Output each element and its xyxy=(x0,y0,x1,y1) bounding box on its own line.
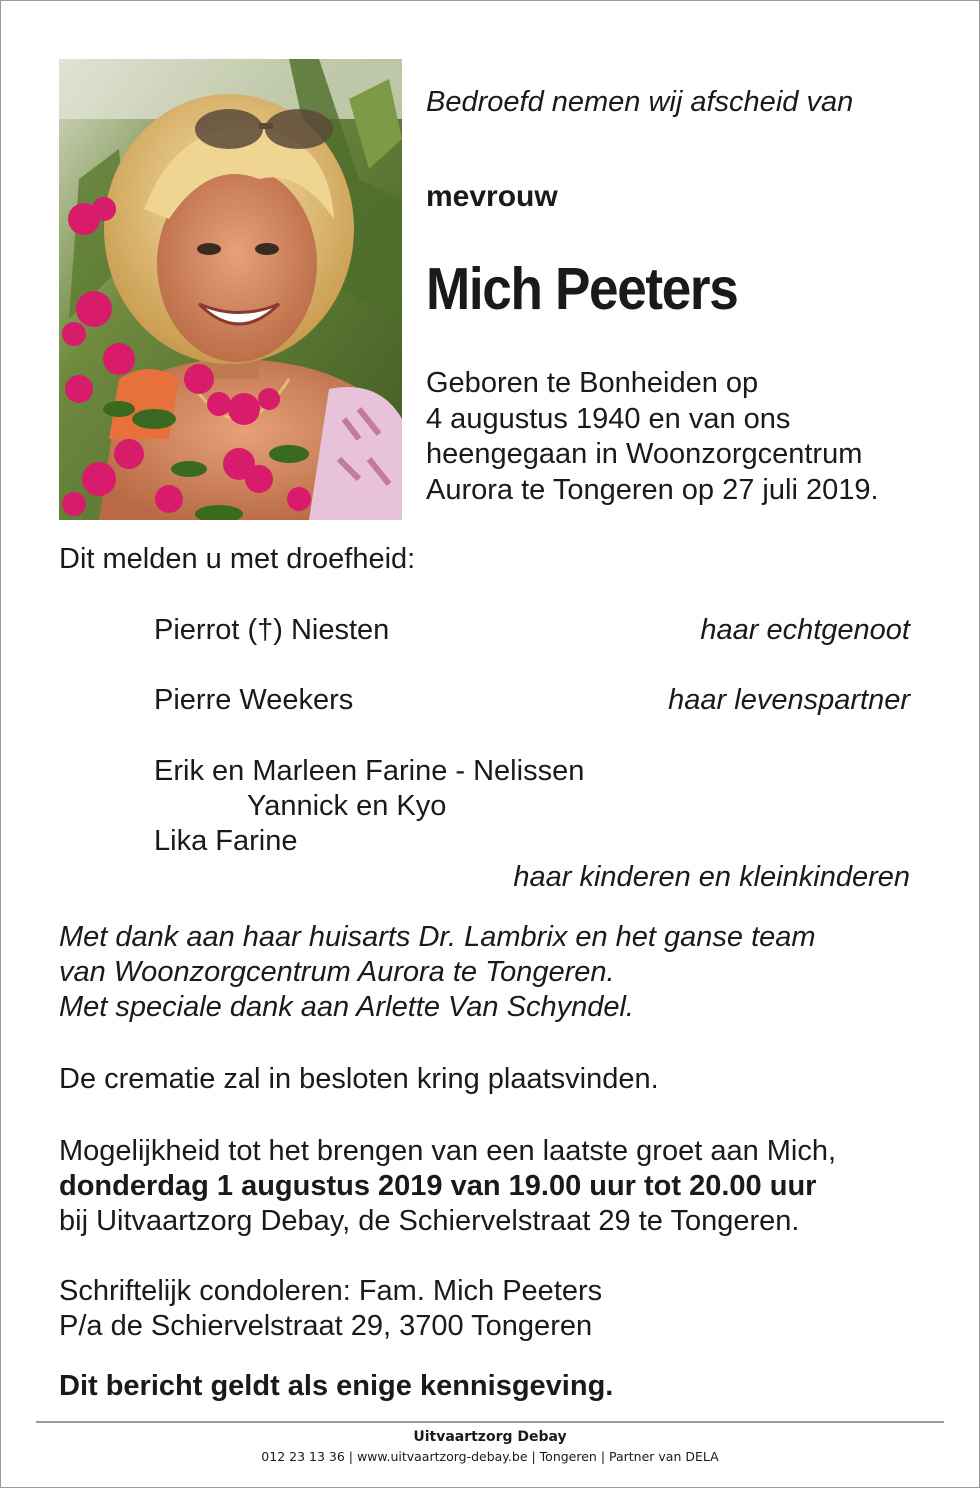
intro-text: Bedroefd nemen wij afscheid van xyxy=(426,86,854,118)
visit-line: Mogelijkheid tot het brengen van een laatste groet aan Mich, xyxy=(59,1135,837,1167)
deceased-name: Mich Peeters xyxy=(426,256,738,322)
children-name: Lika Farine xyxy=(154,825,298,857)
children-name: Erik en Marleen Farine - Nelissen xyxy=(154,755,585,787)
footer-divider xyxy=(36,1421,944,1423)
spouse-role: haar echtgenoot xyxy=(700,614,910,646)
grandchildren-names: Yannick en Kyo xyxy=(247,790,447,822)
condole-line: Schriftelijk condoleren: Fam. Mich Peeters xyxy=(59,1275,603,1307)
children-role: haar kinderen en kleinkinderen xyxy=(513,861,910,893)
funeral-home-contact: 012 23 13 36 | www.uitvaartzorg-debay.be | Tongeren | Partner van DELA xyxy=(261,1449,719,1464)
birth-line: Geboren te Bonheiden op xyxy=(426,367,759,399)
thanks-line: Met speciale dank aan Arlette Van Schyndel. xyxy=(59,991,634,1023)
thanks-line: van Woonzorgcentrum Aurora te Tongeren. xyxy=(59,956,615,988)
birth-line: Aurora te Tongeren op 27 juli 2019. xyxy=(426,473,879,506)
visit-location: bij Uitvaartzorg Debay, de Schiervelstraat 29 te Tongeren. xyxy=(59,1205,800,1237)
cremation-text: De crematie zal in besloten kring plaatsvinden. xyxy=(59,1063,659,1095)
condole-line: P/a de Schiervelstraat 29, 3700 Tongeren xyxy=(59,1310,593,1342)
spouse-name: Pierrot (†) Niesten xyxy=(154,614,390,646)
condolence-address xyxy=(59,1274,602,1344)
birth-details xyxy=(426,366,879,508)
partner-name: Pierre Weekers xyxy=(154,684,354,716)
thanks-line: Met dank aan haar huisarts Dr. Lambrix en het ganse team xyxy=(59,921,816,953)
birth-line: 4 augustus 1940 en van ons xyxy=(426,402,791,435)
visit-details xyxy=(59,1134,836,1239)
partner-role: haar levenspartner xyxy=(668,684,910,716)
notice-text: Dit bericht geldt als enige kennisgeving. xyxy=(59,1370,614,1402)
thanks-text xyxy=(59,920,816,1025)
funeral-home-name: Uitvaartzorg Debay xyxy=(413,1429,567,1445)
visit-datetime: donderdag 1 augustus 2019 van 19.00 uur tot 20.00 uur xyxy=(59,1170,817,1202)
portrait-photo xyxy=(59,59,402,520)
announcement-heading: Dit melden u met droefheid: xyxy=(59,543,416,575)
portrait-illustration xyxy=(59,59,402,520)
birth-line: heengegaan in Woonzorgcentrum xyxy=(426,438,863,470)
salutation: mevrouw xyxy=(426,180,558,213)
